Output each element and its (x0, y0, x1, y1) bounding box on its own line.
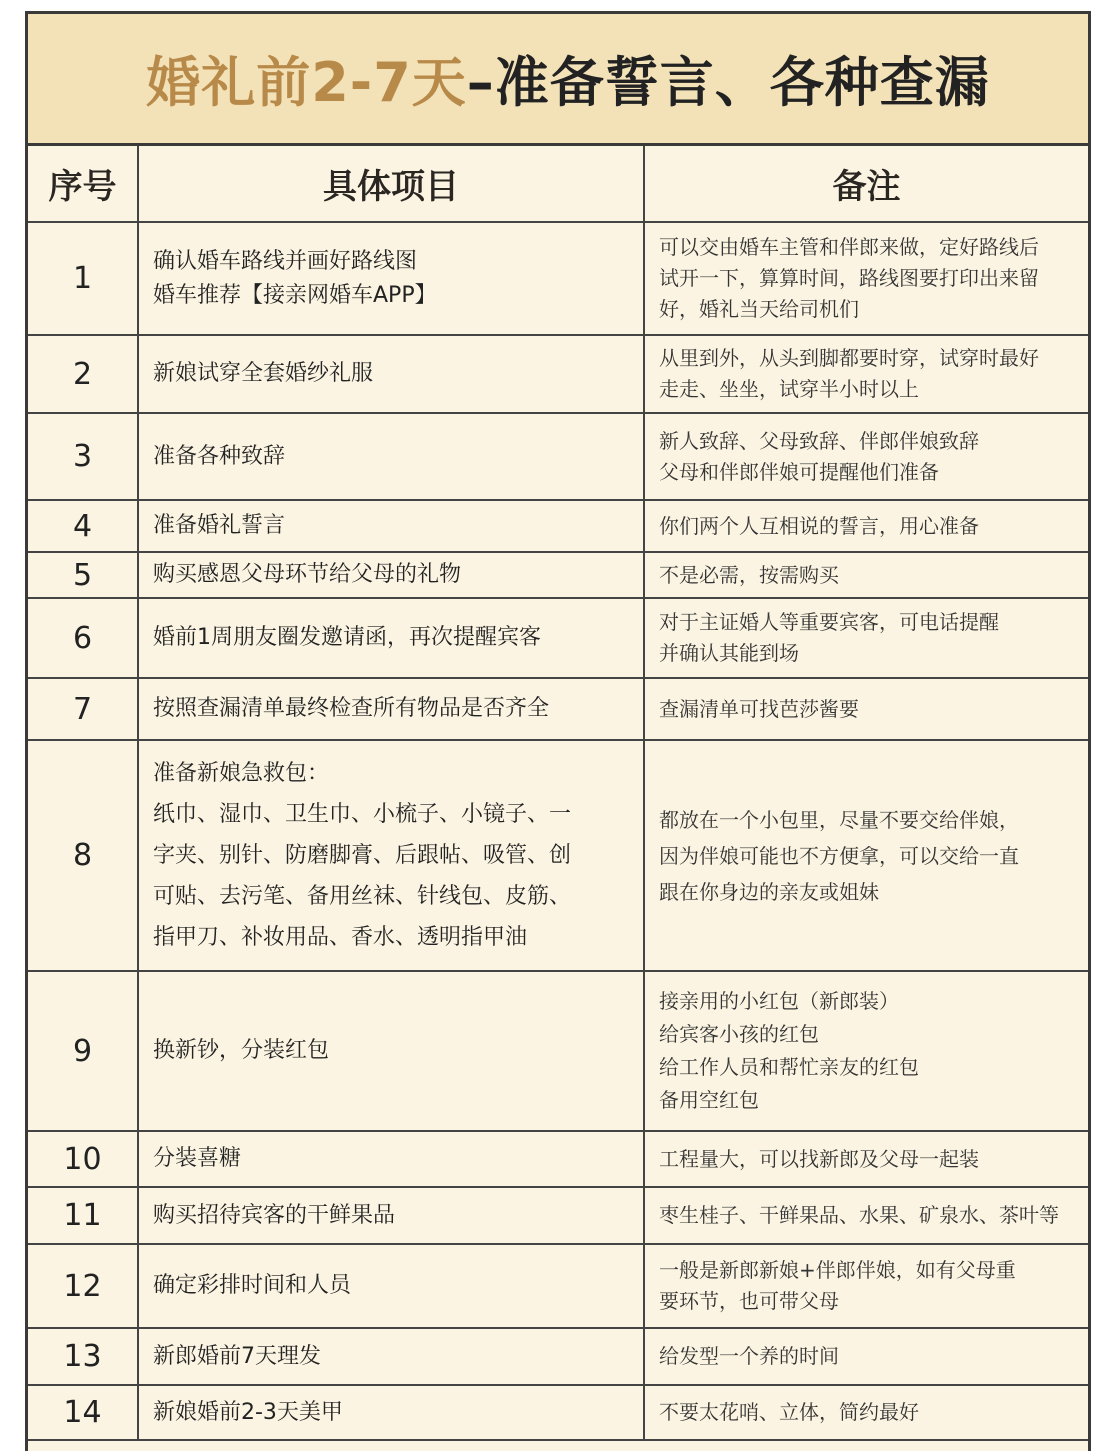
table-row (28, 501, 1088, 553)
item-text: 确定彩排时间和人员 (153, 1273, 352, 1298)
checklist-sheet (25, 11, 1091, 1451)
note-cell (645, 223, 1088, 334)
item-cell (139, 1386, 645, 1439)
note-cell (645, 741, 1088, 970)
row-number-cell (28, 1386, 139, 1439)
row-number: 6 (72, 620, 93, 656)
page-title (146, 40, 990, 117)
row-number-cell (28, 599, 139, 677)
row-number-cell (28, 553, 139, 597)
note-text: 从里到外，从头到脚都要时穿，试穿时最好 (659, 346, 1039, 370)
table-row (28, 679, 1088, 741)
note-text: 给工作人员和帮忙亲友的红包 (659, 1055, 919, 1079)
note-text: 不是必需，按需购买 (659, 562, 839, 587)
note-text: 因为伴娘可能也不方便拿，可以交给一直 (659, 843, 1019, 868)
table-row (28, 1329, 1088, 1386)
item-cell (139, 501, 645, 551)
item-text: 婚车推荐【接亲网婚车APP】 (153, 282, 437, 308)
item-cell (139, 599, 645, 677)
row-number: 2 (72, 356, 93, 392)
item-text: 换新钞，分装红包 (153, 1038, 330, 1063)
header-note: 备注 (832, 167, 901, 207)
item-text: 确认婚车路线并画好路线图 (153, 248, 418, 274)
header-item: 具体项目 (139, 146, 645, 221)
item-text: 准备婚礼誓言 (153, 513, 286, 538)
row-number-cell (28, 1188, 139, 1243)
note-text: 枣生桂子、干鲜果品、水果、矿泉水、茶叶等 (659, 1203, 1059, 1227)
title-main: –准备誓言、各种查漏 (466, 51, 990, 114)
note-text: 走走、坐坐，试穿半小时以上 (659, 377, 919, 401)
title-accent: 婚礼前2-7天 (146, 51, 467, 114)
note-cell (645, 553, 1088, 597)
row-number-cell (28, 1245, 139, 1327)
item-cell (139, 1132, 645, 1186)
item-cell (139, 741, 645, 970)
table-row (28, 223, 1088, 336)
item-cell (139, 1329, 645, 1384)
note-text: 不要太花哨、立体，简约最好 (659, 1400, 919, 1424)
row-number-cell (28, 223, 139, 334)
item-text: 婚前1周朋友圈发邀请函，再次提醒宾客 (153, 625, 541, 650)
table-header-row (28, 146, 1088, 223)
table-row (28, 414, 1088, 501)
note-text: 对于主证婚人等重要宾客，可电话提醒 (659, 610, 999, 634)
checklist-table (28, 146, 1088, 1441)
note-cell (645, 1132, 1088, 1186)
item-text: 购买感恩父母环节给父母的礼物 (153, 562, 462, 587)
row-number: 8 (72, 838, 93, 873)
note-text: 一般是新郎新娘+伴郎伴娘，如有父母重 (659, 1258, 1016, 1282)
item-text: 可贴、去污笔、备用丝袜、针线包、皮筋、 (153, 884, 572, 909)
row-number: 12 (63, 1268, 102, 1304)
item-text: 按照查漏清单最终检查所有物品是否齐全 (153, 696, 550, 721)
note-cell (645, 972, 1088, 1130)
row-number-cell (28, 679, 139, 739)
row-number-cell (28, 1329, 139, 1384)
note-text: 新人致辞、父母致辞、伴郎伴娘致辞 (659, 428, 979, 453)
row-number-cell (28, 336, 139, 412)
item-text: 新娘试穿全套婚纱礼服 (153, 361, 374, 386)
item-text: 购买招待宾客的干鲜果品 (153, 1202, 396, 1228)
title-band (28, 14, 1088, 146)
item-cell (139, 1188, 645, 1243)
note-text: 查漏清单可找芭莎酱要 (659, 696, 859, 721)
note-text: 都放在一个小包里，尽量不要交给伴娘， (659, 807, 1019, 832)
note-text: 跟在你身边的亲友或姐妹 (659, 879, 879, 904)
row-number-cell (28, 1132, 139, 1186)
note-cell (645, 501, 1088, 551)
row-number: 3 (72, 439, 93, 474)
note-text: 可以交由婚车主管和伴郎来做，定好路线后 (659, 235, 1039, 259)
table-row (28, 1386, 1088, 1441)
item-cell (139, 223, 645, 334)
item-text: 指甲刀、补妆用品、香水、透明指甲油 (153, 925, 528, 950)
note-cell (645, 1386, 1088, 1439)
note-text: 给发型一个养的时间 (659, 1344, 839, 1368)
item-text: 准备各种致辞 (153, 443, 286, 469)
item-cell (139, 553, 645, 597)
note-text: 接亲用的小红包（新郎装） (659, 989, 899, 1013)
item-cell (139, 1245, 645, 1327)
note-cell (645, 1188, 1088, 1243)
note-cell (645, 1245, 1088, 1327)
row-number-cell (28, 972, 139, 1130)
row-number: 4 (72, 508, 93, 544)
table-row (28, 599, 1088, 679)
note-cell (645, 336, 1088, 412)
table-row (28, 741, 1088, 972)
row-number: 13 (63, 1339, 102, 1374)
row-number-cell (28, 414, 139, 499)
table-row (28, 1188, 1088, 1245)
note-text: 试开一下，算算时间，路线图要打印出来留 (659, 266, 1039, 290)
table-row (28, 972, 1088, 1132)
note-cell (645, 679, 1088, 739)
table-row (28, 1245, 1088, 1329)
item-text: 准备新娘急救包： (153, 761, 330, 786)
note-text: 工程量大，可以找新郎及父母一起装 (659, 1146, 979, 1171)
note-cell (645, 414, 1088, 499)
row-number: 1 (72, 261, 93, 296)
row-number: 5 (72, 557, 93, 593)
item-cell (139, 972, 645, 1130)
note-text: 父母和伴郎伴娘可提醒他们准备 (659, 459, 939, 484)
row-number: 11 (63, 1198, 102, 1233)
row-number: 9 (72, 1033, 93, 1069)
note-cell (645, 1329, 1088, 1384)
item-cell (139, 336, 645, 412)
item-text: 纸巾、湿巾、卫生巾、小梳子、小镜子、一 (153, 802, 572, 827)
item-cell (139, 414, 645, 499)
row-number-cell (28, 741, 139, 970)
note-text: 要环节，也可带父母 (659, 1289, 839, 1313)
table-row (28, 1132, 1088, 1188)
note-text: 并确认其能到场 (659, 641, 799, 665)
note-text: 你们两个人互相说的誓言，用心准备 (659, 513, 979, 538)
note-text: 备用空红包 (659, 1088, 759, 1112)
note-cell (645, 599, 1088, 677)
item-cell (139, 679, 645, 739)
item-text: 新郎婚前7天理发 (153, 1343, 321, 1369)
item-text: 新娘婚前2-3天美甲 (153, 1399, 343, 1425)
row-number: 14 (63, 1395, 102, 1430)
table-row (28, 553, 1088, 599)
note-text: 好，婚礼当天给司机们 (659, 297, 859, 321)
row-number: 10 (63, 1141, 102, 1177)
row-number-cell (28, 501, 139, 551)
item-text: 字夹、别针、防磨脚膏、后跟帖、吸管、创 (153, 843, 572, 868)
note-text: 给宾客小孩的红包 (659, 1022, 819, 1046)
header-no: 序号 (28, 146, 139, 221)
table-row (28, 336, 1088, 414)
item-text: 分装喜糖 (153, 1146, 242, 1171)
row-number: 7 (72, 691, 93, 727)
